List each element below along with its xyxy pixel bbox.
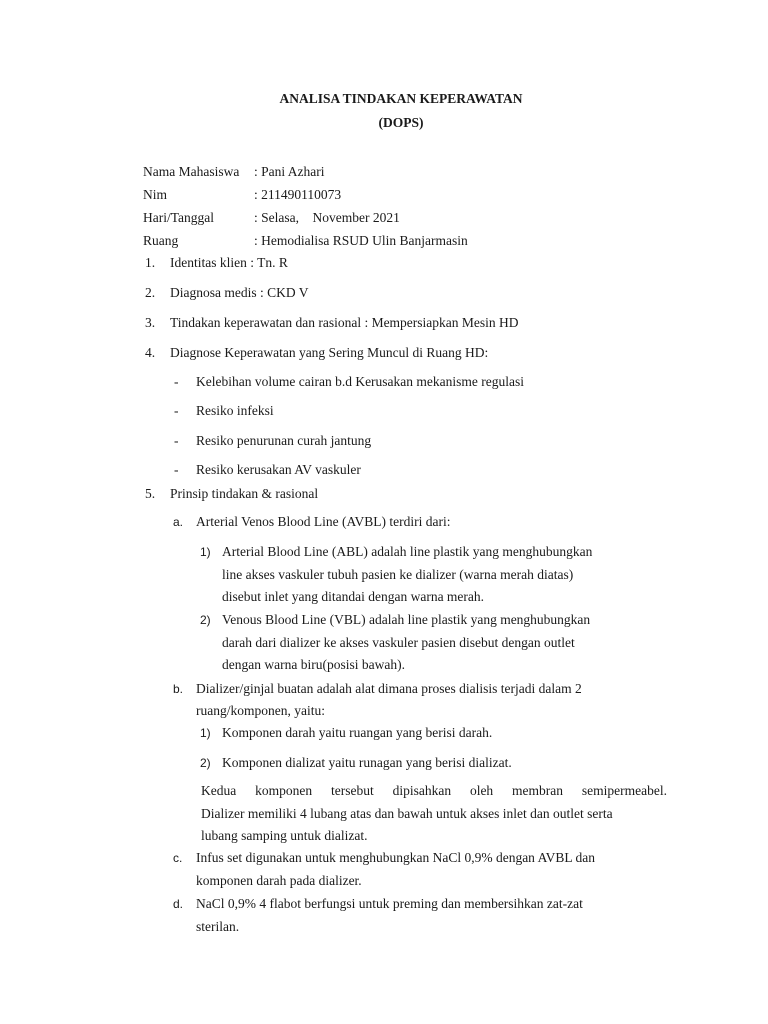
list-number-4: 4. <box>145 345 156 360</box>
section-b-marker: b. <box>173 682 184 696</box>
section-a-sub-1-line-2: line akses vaskuler tubuh pasien ke dializer (warna merah diatas) <box>222 567 574 582</box>
list-number-1: 1. <box>145 255 156 270</box>
dash-marker: - <box>174 462 179 477</box>
section-a-sub-2-line-3: dengan warna biru(posisi bawah). <box>222 657 405 672</box>
section-a-sub-marker-1: 1) <box>200 545 211 559</box>
section-b-paragraph-line-2: Dializer memiliki 4 lubang atas dan bawah untuk akses inlet dan outlet serta <box>201 806 613 821</box>
section-d-line-2: sterilan. <box>196 919 240 934</box>
section-a-sub-1-line-1: Arterial Blood Line (ABL) adalah line plastik yang menghubungkan <box>222 544 593 559</box>
section-b-sub-marker-1: 1) <box>200 726 211 740</box>
ruang-value: : Hemodialisa RSUD Ulin Banjarmasin <box>254 233 468 248</box>
section-b-line-1: Dializer/ginjal buatan adalah alat dimana proses dialisis terjadi dalam 2 <box>196 681 582 696</box>
section-a-marker: a. <box>173 515 184 529</box>
list-number-5: 5. <box>145 486 156 501</box>
section-b-paragraph-line-1: Kedua komponen tersebut dipisahkan oleh membran semipermeabel. <box>201 783 667 798</box>
nama-label: Nama Mahasiswa <box>143 164 240 179</box>
diagnosis-item-4: Resiko kerusakan AV vaskuler <box>196 462 361 477</box>
dash-marker: - <box>174 374 179 389</box>
section-b-paragraph-line-3: lubang samping untuk dializat. <box>201 828 368 843</box>
dash-marker: - <box>174 403 179 418</box>
hari-value: : Selasa, November 2021 <box>254 210 400 225</box>
list-number-3: 3. <box>145 315 156 330</box>
section-d-line-1: NaCl 0,9% 4 flabot berfungsi untuk preming dan membersihkan zat-zat <box>196 896 583 911</box>
nim-label: Nim <box>143 187 168 202</box>
document-subtitle: (DOPS) <box>378 115 424 130</box>
document-title: ANALISA TINDAKAN KEPERAWATAN <box>279 91 523 106</box>
list-item-2: Diagnosa medis : CKD V <box>170 285 309 300</box>
nim-value: : 211490110073 <box>254 187 342 202</box>
list-item-4: Diagnose Keperawatan yang Sering Muncul di Ruang HD: <box>170 345 489 360</box>
section-b-line-2: ruang/komponen, yaitu: <box>196 703 325 718</box>
section-c-marker: c. <box>173 851 183 865</box>
section-a-sub-1-line-3: disebut inlet yang ditandai dengan warna merah. <box>222 589 485 604</box>
section-d-marker: d. <box>173 897 184 911</box>
section-a-sub-2-line-2: darah dari dializer ke akses vaskuler pasien disebut dengan outlet <box>222 635 575 650</box>
section-c-line-1: Infus set digunakan untuk menghubungkan NaCl 0,9% dengan AVBL dan <box>196 850 595 865</box>
list-item-1: Identitas klien : Tn. R <box>170 255 288 270</box>
section-a-sub-marker-2: 2) <box>200 613 211 627</box>
list-number-2: 2. <box>145 285 156 300</box>
hari-label: Hari/Tanggal <box>143 210 215 225</box>
nama-value: : Pani Azhari <box>254 164 325 179</box>
section-b-sub-1: Komponen darah yaitu ruangan yang berisi darah. <box>222 725 493 740</box>
list-item-5: Prinsip tindakan & rasional <box>170 486 319 501</box>
section-c-line-2: komponen darah pada dializer. <box>196 873 362 888</box>
section-b-sub-marker-2: 2) <box>200 756 211 770</box>
section-a-text: Arterial Venos Blood Line (AVBL) terdiri dari: <box>196 514 451 529</box>
ruang-label: Ruang <box>143 233 179 248</box>
diagnosis-item-1: Kelebihan volume cairan b.d Kerusakan mekanisme regulasi <box>196 374 525 389</box>
diagnosis-item-3: Resiko penurunan curah jantung <box>196 433 372 448</box>
diagnosis-item-2: Resiko infeksi <box>196 403 274 418</box>
section-b-sub-2: Komponen dializat yaitu runagan yang berisi dializat. <box>222 755 512 770</box>
list-item-3: Tindakan keperawatan dan rasional : Mempersiapkan Mesin HD <box>170 315 519 330</box>
dash-marker: - <box>174 433 179 448</box>
section-a-sub-2-line-1: Venous Blood Line (VBL) adalah line plastik yang menghubungkan <box>222 612 591 627</box>
